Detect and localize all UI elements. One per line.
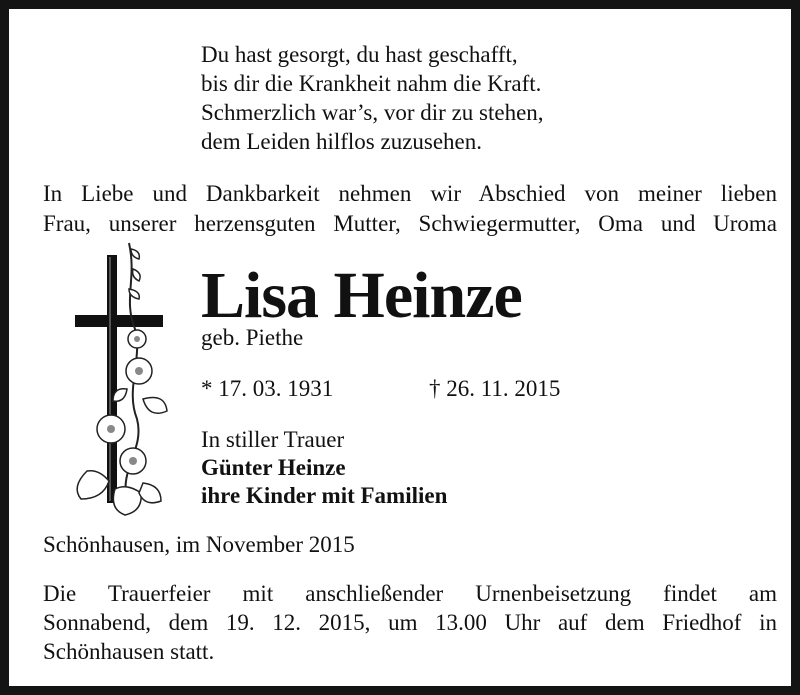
poem-line: Schmerzlich war’s, vor dir zu stehen, [201,100,544,125]
mourner-name: ihre Kinder mit Familien [201,483,448,508]
service-line: Die Trauerfeier mit anschließender Urnenbeisetzung findet am [43,581,777,606]
place-and-date: Schönhausen, im November 2015 [43,532,355,557]
farewell-intro [43,179,777,239]
cross-with-flowers-icon [67,239,177,529]
intro-line: Frau, unserer herzensguten Mutter, Schwiegermutter, Oma und Uroma [43,211,777,236]
deceased-name: Lisa Heinze [201,259,522,332]
intro-line: In Liebe und Dankbarkeit nehmen wir Abschied von meiner lieben [43,181,777,206]
death-date: † 26. 11. 2015 [429,376,561,401]
service-line: Sonnabend, dem 19. 12. 2015, um 13.00 Uhr auf dem Friedhof in [43,610,777,635]
poem-line: Du hast gesorgt, du hast geschafft, [201,42,518,67]
memorial-poem [201,40,544,156]
funeral-service-info [43,579,777,666]
service-line: Schönhausen statt. [43,639,215,664]
mourner-name: Günter Heinze [201,455,346,480]
mourning-phrase: In stiller Trauer [201,427,345,452]
maiden-name: geb. Piethe [201,325,304,350]
mourners-block [201,426,447,510]
poem-line: dem Leiden hilflos zuzusehen. [201,129,483,154]
poem-line: bis dir die Krankheit nahm die Kraft. [201,71,542,96]
birth-date: * 17. 03. 1931 [201,376,334,401]
